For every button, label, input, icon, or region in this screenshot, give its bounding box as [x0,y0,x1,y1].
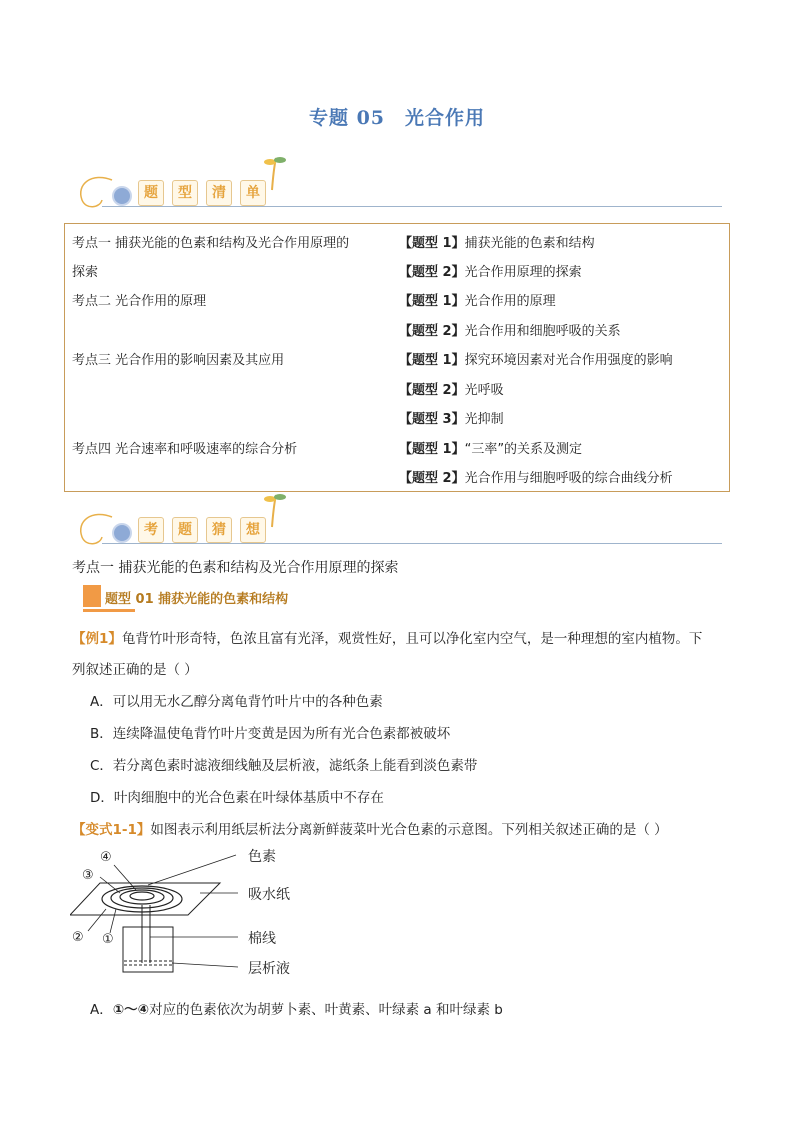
toc-tag: 【题型 1】 [399,294,465,309]
section-banner-question-types [72,170,722,215]
toc-right-item [399,379,504,398]
banner-char: 想 [240,517,266,543]
banner-char: 题 [138,180,164,206]
example-label: 【例1】 [72,631,122,647]
circle-label: ② [72,930,84,945]
toc-left-item: 考点三 光合作用的影响因素及其应用 [72,353,285,368]
banner-char: 清 [206,180,232,206]
variant-label: 【变式1-1】 [72,822,151,838]
figure-label-pigment: 色素 [248,849,276,865]
toc-left-item: 考点二 光合作用的原理 [72,294,207,309]
type-badge-text: 题型 01 捕获光能的色素和结构 [105,592,289,607]
toc-text: “三率”的关系及测定 [464,442,583,457]
sprout-decoration-icon [260,489,290,529]
option-d: D．叶肉细胞中的光合色素在叶绿体基质中不存在 [90,790,384,806]
toc-tag: 【题型 2】 [399,471,465,486]
option-rest: 对应的色素依次为胡萝卜素、叶黄素、叶绿素 a 和叶绿素 b [149,1002,503,1018]
page-title: 专题 05 光合作用 [308,107,486,129]
sprout-decoration-icon [260,152,290,192]
type-badge-underline [83,609,135,612]
bullet-dot-icon [112,523,132,543]
toc-text: 光合作用的原理 [464,294,556,309]
toc-tag: 【题型 2】 [399,383,465,398]
banner-char: 单 [240,180,266,206]
figure-label-cotton: 棉线 [248,931,276,947]
variant-line [72,818,668,838]
circle-label: ③ [82,868,94,883]
example-line: 列叙述正确的是（ ） [72,662,198,678]
toc-tag: 【题型 3】 [399,412,465,427]
pigment-ring [130,892,154,900]
example-text: 龟背竹叶形奇特，色浓且富有光泽，观赏性好，且可以净化室内空气，是一种理想的室内植物。下 [121,631,703,647]
banner-rule [102,543,722,544]
toc-text: 光合作用原理的探索 [464,265,582,280]
toc-left-item: 考点一 捕获光能的色素和结构及光合作用原理的 [72,236,350,251]
toc-tag: 【题型 2】 [399,324,465,339]
banner-chars [138,180,266,206]
toc-right-item [399,467,673,486]
toc-text: 捕获光能的色素和结构 [464,236,595,251]
toc-right-item [399,438,582,457]
figure-label-solvent: 层析液 [248,961,290,977]
bullet-dot-icon [112,186,132,206]
toc-tag: 【题型 1】 [399,353,465,368]
toc-text: 光合作用和细胞呼吸的关系 [464,324,621,339]
toc-tag: 【题型 1】 [399,442,465,457]
toc-text: 探究环境因素对光合作用强度的影响 [464,353,673,368]
banner-char: 考 [138,517,164,543]
variant-text: 如图表示利用纸层析法分离新鲜菠菜叶光合色素的示意图。下列相关叙述正确的是（ ） [150,822,668,838]
example-line [72,627,702,647]
banner-rule [102,206,722,207]
option-a: A．可以用无水乙醇分离龟背竹叶片中的各种色素 [90,694,383,710]
toc-table [64,223,730,492]
banner-char: 型 [172,180,198,206]
toc-right-item [399,408,504,427]
section-heading: 考点一 捕获光能的色素和结构及光合作用原理的探索 [72,560,399,576]
option-prefix: A． [90,1002,113,1018]
leader-line [114,865,136,890]
toc-text: 光抑制 [464,412,504,427]
type-badge-square [83,585,101,607]
toc-tag: 【题型 2】 [399,265,465,280]
banner-chars [138,517,266,543]
toc-tag: 【题型 1】 [399,236,465,251]
option-a-variant [90,998,503,1018]
toc-left-item: 探索 [72,265,99,280]
leader-line [172,963,238,967]
toc-right-item [399,261,582,280]
toc-left-item: 考点四 光合速率和呼吸速率的综合分析 [72,442,298,457]
circle-label: ① [102,932,114,947]
option-c: C．若分离色素时滤液细线触及层析液，滤纸条上能看到淡色素带 [90,758,478,774]
chromatography-figure [70,845,350,980]
section-banner-question-predictions [72,507,722,552]
toc-text: 光合作用与细胞呼吸的综合曲线分析 [464,471,673,486]
leader-line [110,909,116,933]
circle-label: ④ [100,850,112,865]
toc-text: 光呼吸 [464,383,504,398]
leader-line [88,909,106,931]
toc-right-item [399,290,556,309]
banner-char: 题 [172,517,198,543]
figure-label-paper: 吸水纸 [248,887,290,903]
toc-right-item [399,320,621,339]
option-b: B．连续降温使龟背竹叶片变黄是因为所有光合色素都被破坏 [90,726,451,742]
option-range: ①～④ [112,1002,150,1018]
banner-char: 猜 [206,517,232,543]
leader-line [148,855,236,885]
toc-right-item [399,232,595,251]
toc-right-item [399,349,673,368]
